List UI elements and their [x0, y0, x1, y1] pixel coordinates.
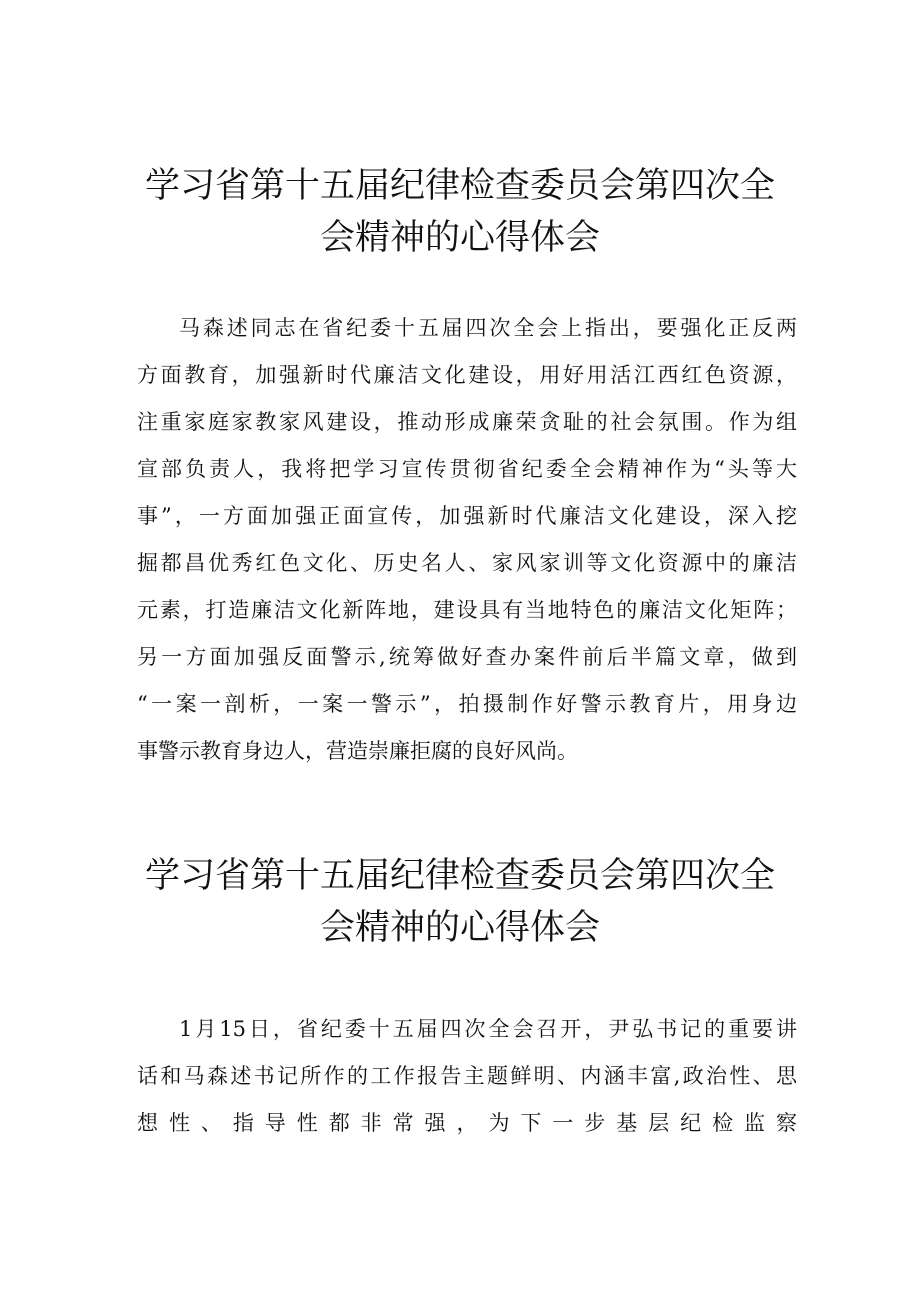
title-line: 学习省第十五届纪律检查委员会第四次全 — [144, 856, 775, 896]
article-section-1 — [0, 160, 920, 264]
article-paragraph-1 — [137, 305, 797, 775]
paragraph-line: “一案一剖析，一案一警示”，拍摄制作好警示教育片，用身边 — [137, 692, 797, 716]
paragraph-line: 事警示教育身边人，营造崇廉拒腐的良好风尚。 — [137, 739, 578, 763]
paragraph-line: 掘都昌优秀红色文化、历史名人、家风家训等文化资源中的廉洁 — [137, 551, 797, 575]
paragraph-line: 宣部负责人，我将把学习宣传贯彻省纪委全会精神作为“头等大 — [137, 457, 797, 481]
title-line: 学习省第十五届纪律检查委员会第四次全 — [144, 166, 775, 206]
article-paragraph-2 — [137, 1006, 797, 1147]
paragraph-line: 1月15日，省纪委十五届四次全会召开，尹弘书记的重要讲 — [179, 1017, 797, 1041]
article-section-2 — [0, 850, 920, 954]
paragraph-line: 事”，一方面加强正面宣传，加强新时代廉洁文化建设，深入挖 — [137, 504, 797, 528]
paragraph-line: 方面教育，加强新时代廉洁文化建设，用好用活江西红色资源， — [137, 363, 797, 387]
paragraph-line: 想性、指导性都非常强，为下一步基层纪检监察 — [137, 1111, 797, 1135]
title-line: 会精神的心得体会 — [319, 218, 600, 258]
paragraph-line: 另一方面加强反面警示,统筹做好查办案件前后半篇文章，做到 — [137, 645, 797, 669]
paragraph-line: 马森述同志在省纪委十五届四次全会上指出，要强化正反两 — [179, 316, 797, 340]
paragraph-line: 元素，打造廉洁文化新阵地，建设具有当地特色的廉洁文化矩阵； — [137, 598, 797, 622]
title-line: 会精神的心得体会 — [319, 908, 600, 948]
article-title — [0, 160, 920, 264]
article-title — [0, 850, 920, 954]
paragraph-line: 话和马森述书记所作的工作报告主题鲜明、内涵丰富,政治性、思 — [137, 1064, 797, 1088]
paragraph-line: 注重家庭家教家风建设，推动形成廉荣贪耻的社会氛围。作为组 — [137, 410, 797, 434]
